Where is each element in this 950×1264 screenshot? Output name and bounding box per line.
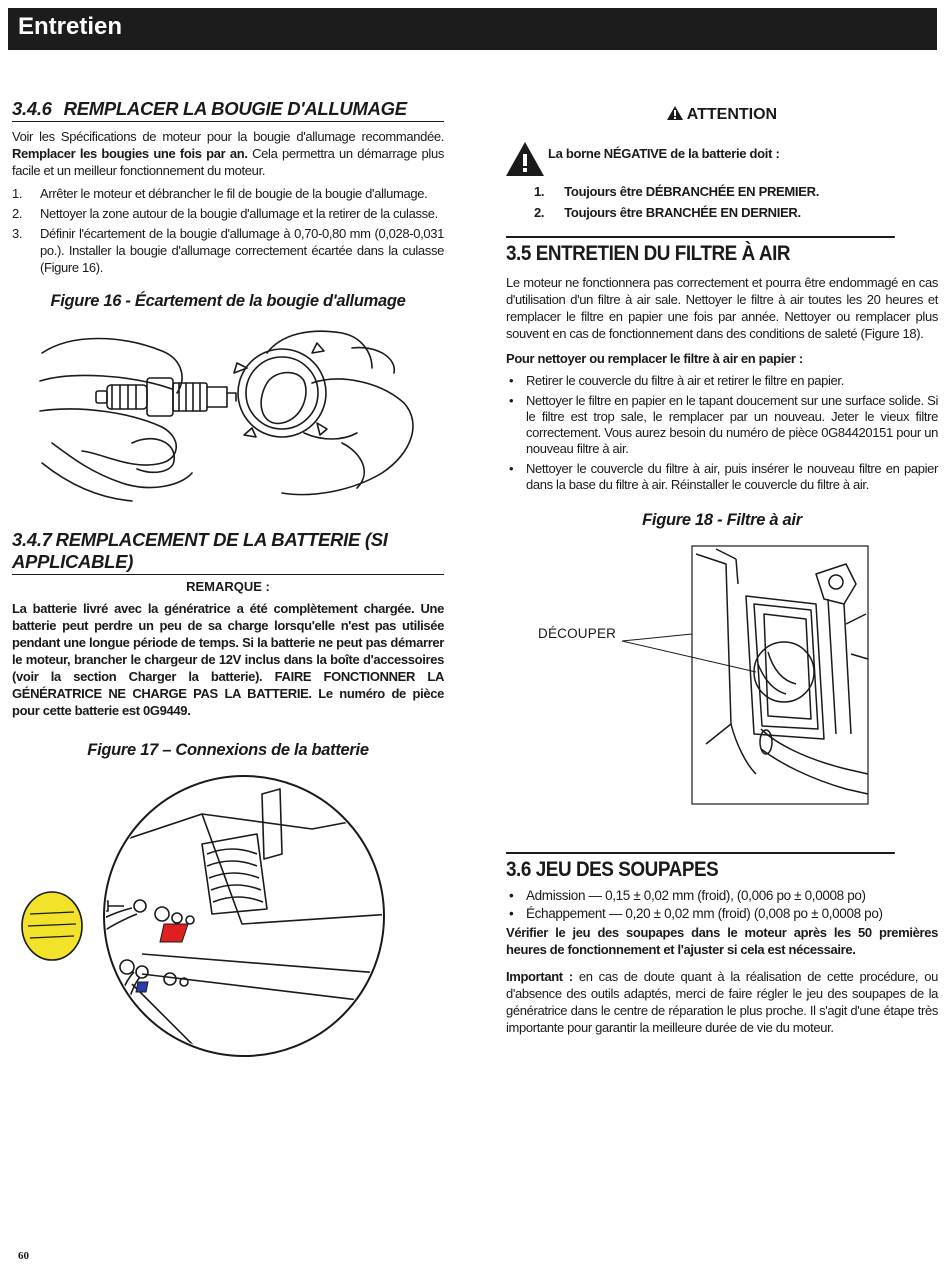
section-title-text: REMPLACER LA BOUGIE D'ALLUMAGE — [63, 98, 407, 119]
figure-17-caption: Figure 17 – Connexions de la batterie — [87, 741, 369, 759]
section-3-4-6-title — [12, 98, 444, 122]
page-number: 60 — [18, 1250, 29, 1262]
attention-item-number: 2. — [534, 205, 545, 220]
attention-heading — [506, 106, 938, 124]
important-label: Important : — [506, 969, 573, 984]
header-bar — [8, 8, 937, 50]
battery-connection-illustration — [12, 774, 444, 1064]
list-item — [12, 205, 444, 222]
step-number: 2. — [12, 206, 23, 221]
section-3-4-7-title — [12, 529, 444, 575]
section-number: 3.4.7 — [12, 529, 52, 550]
section-title-text: REMPLACEMENT DE LA BATTERIE (SI APPLICABLE) — [12, 529, 388, 572]
warning-large-icon — [506, 142, 544, 176]
left-column — [12, 98, 444, 1064]
negative-terminal-marker — [136, 982, 148, 992]
list-item: • Échappement — 0,20 ± 0,02 mm (froid) (0,008 po ± 0,0008 po) — [506, 906, 938, 922]
attention-item-text: Toujours être DÉBRANCHÉE EN PREMIER. — [564, 184, 820, 199]
valve-clearance-list — [506, 888, 938, 922]
positive-terminal-marker — [160, 924, 188, 942]
step-text: Nettoyer la zone autour de la bougie d'allumage et la retirer de la culasse. — [40, 206, 438, 221]
step-number: 3. — [12, 226, 23, 241]
attention-item — [534, 184, 819, 199]
figure-18-caption: Figure 18 - Filtre à air — [642, 511, 802, 529]
warning-triangle-icon — [667, 106, 683, 120]
air-filter-steps — [506, 373, 938, 493]
page-title: Entretien — [18, 13, 123, 40]
air-filter-illustration — [506, 544, 938, 814]
important-text: en cas de doute quant à la réalisation de cette procédure, ou d'absence des outils adaptés, merci de faire régler le jeu des soupapes de la génératrice dans le centre de réparation le plus proche. Il s'agit d'une étape très importante pour garantir la meilleure durée de vie du moteur. — [506, 969, 938, 1035]
intro-text: Voir les Spécifications de moteur pour la bougie d'allumage recommandée. — [12, 129, 444, 144]
list-item: • Admission — 0,15 ± 0,02 mm (froid), (0,006 po ± 0,0008 po) — [506, 888, 938, 904]
step-text: Arrêter le moteur et débrancher le fil de bougie de la bougie d'allumage. — [40, 186, 428, 201]
important-note — [506, 968, 938, 1036]
section-3-6-title: 3.6 JEU DES SOUPAPES — [506, 852, 895, 882]
right-column — [506, 104, 938, 1036]
section-3-5-body: Le moteur ne fonctionnera pas correctement et pourra être endommagé en cas d'utilisation d'un filtre à air sale. Nettoyer le filtre à air toutes les 20 heures et remplacer le filtre en papier une fois par année. Nettoyer ou remplacer plus souvent en cas de fonctionnement dans des conditions de saleté (Figure 18). — [506, 275, 938, 341]
attention-heading-text: ATTENTION — [686, 106, 778, 123]
attention-line: La borne NÉGATIVE de la batterie doit : — [548, 146, 780, 161]
remark-text: La batterie livré avec la génératrice a été complètement chargée. Une batterie peut perdre un peu de sa charge lorsqu'elle n'est pas utilisée pendant une longue période de temps. Si la batterie ne peut pas démarrer le moteur, brancher le chargeur de 12V inclus dans la boîte d'accessoires (voir la section Charger la batterie). FAIRE FONCTIONNER LA GÉNÉRATRICE NE CHARGE PAS LA BATTERIE. Le numéro de pièce pour cette batterie est 0G9449. — [12, 601, 444, 718]
attention-item — [534, 205, 801, 220]
list-item: • Nettoyer le filtre en papier en le tapant doucement sur une surface solide. Si le filtre est trop sale, le remplacer par un nouveau. Jeter le vieux filtre correctement. Vous aurez besoin du numéro de pièce 0G84420151 pour un nouveau filtre à air. — [506, 393, 938, 457]
attention-item-number: 1. — [534, 184, 545, 199]
section-3-4-6-intro — [12, 128, 444, 179]
remark-label: REMARQUE : — [186, 579, 270, 594]
list-item: • Retirer le couvercle du filtre à air et retirer le filtre en papier. — [506, 373, 938, 389]
air-filter-figure — [506, 544, 938, 814]
attention-box — [506, 106, 938, 236]
cutaway-label: DÉCOUPER — [538, 626, 617, 641]
intro-text-end: Cela permettra un démarrage plus facile et un meilleur fonctionnement du moteur. — [12, 146, 444, 178]
list-item: • Nettoyer le couvercle du filtre à air, puis insérer le nouveau filtre en papier dans la base du filtre à air. Réinstaller le couvercle du filtre à air. — [506, 461, 938, 493]
list-item — [12, 225, 444, 276]
step-text: Définir l'écartement de la bougie d'allumage à 0,70-0,80 mm (0,028-0,031 po.). Installer la bougie d'allumage correctement écartée dans la culasse (Figure 16). — [40, 226, 444, 275]
step-number: 1. — [12, 186, 23, 201]
section-3-5-subhead: Pour nettoyer ou remplacer le filtre à air en papier : — [506, 351, 803, 366]
attention-item-text: Toujours être BRANCHÉE EN DERNIER. — [564, 205, 801, 220]
figure-16-caption: Figure 16 - Écartement de la bougie d'allumage — [50, 292, 406, 310]
section-3-5-title: 3.5 ENTRETIEN DU FILTRE À AIR — [506, 236, 895, 266]
oil-cap-highlight — [22, 892, 82, 960]
section-number: 3.4.6 — [12, 98, 52, 119]
spark-plug-gap-illustration — [12, 323, 444, 503]
intro-bold-text: Remplacer les bougies une fois par an. — [12, 146, 248, 161]
list-item — [12, 185, 444, 202]
valve-check-note: Vérifier le jeu des soupapes dans le moteur après les 50 premières heures de fonctionnement et l'ajuster si cela est nécessaire. — [506, 925, 938, 957]
spark-plug-steps — [12, 185, 444, 276]
